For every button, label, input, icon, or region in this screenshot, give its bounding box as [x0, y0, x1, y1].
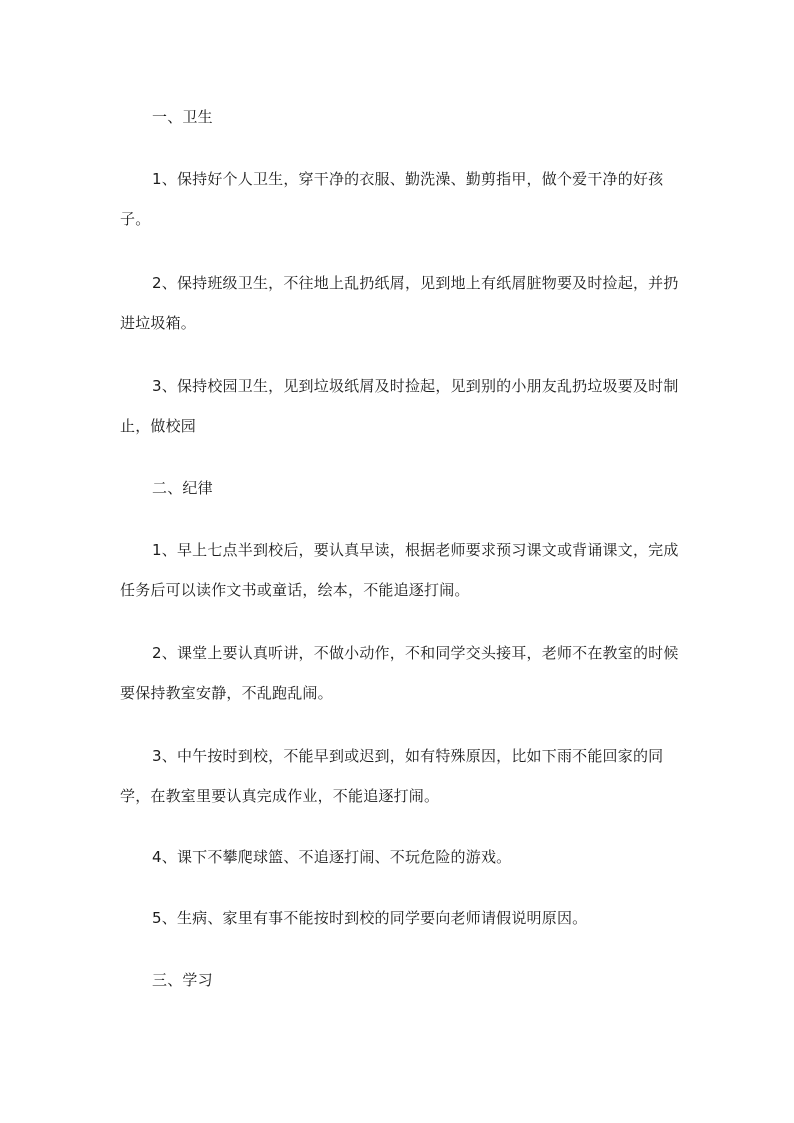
discipline-item-1: 1、早上七点半到校后，要认真早读，根据老师要求预习课文或背诵课文，完成任务后可以读作文书或童话，绘本，不能追逐打闹。 [120, 541, 679, 599]
discipline-item-3: 3、中午按时到校，不能早到或迟到，如有特殊原因，比如下雨不能回家的同学，在教室里要认真完成作业，不能追逐打闹。 [120, 747, 664, 805]
discipline-item-4: 4、课下不攀爬球篮、不追逐打闹、不玩危险的游戏。 [152, 848, 512, 866]
hygiene-item-3: 3、保持校园卫生，见到垃圾纸屑及时捡起，见到别的小朋友乱扔垃圾要及时制止，做校园 [120, 377, 679, 435]
hygiene-item-1: 1、保持好个人卫生，穿干净的衣服、勤洗澡、勤剪指甲，做个爱干净的好孩子。 [120, 170, 664, 228]
discipline-item-5: 5、生病、家里有事不能按时到校的同学要向老师请假说明原因。 [152, 909, 588, 927]
section-heading-hygiene: 一、卫生 [152, 108, 213, 126]
section-heading-study: 三、学习 [152, 971, 213, 989]
section-heading-discipline: 二、纪律 [152, 479, 213, 497]
hygiene-item-2: 2、保持班级卫生，不往地上乱扔纸屑，见到地上有纸屑脏物要及时捡起，并扔进垃圾箱。 [120, 274, 679, 332]
discipline-item-2: 2、课堂上要认真听讲，不做小动作，不和同学交头接耳，老师不在教室的时候要保持教室安静，不乱跑乱闹。 [120, 644, 679, 702]
